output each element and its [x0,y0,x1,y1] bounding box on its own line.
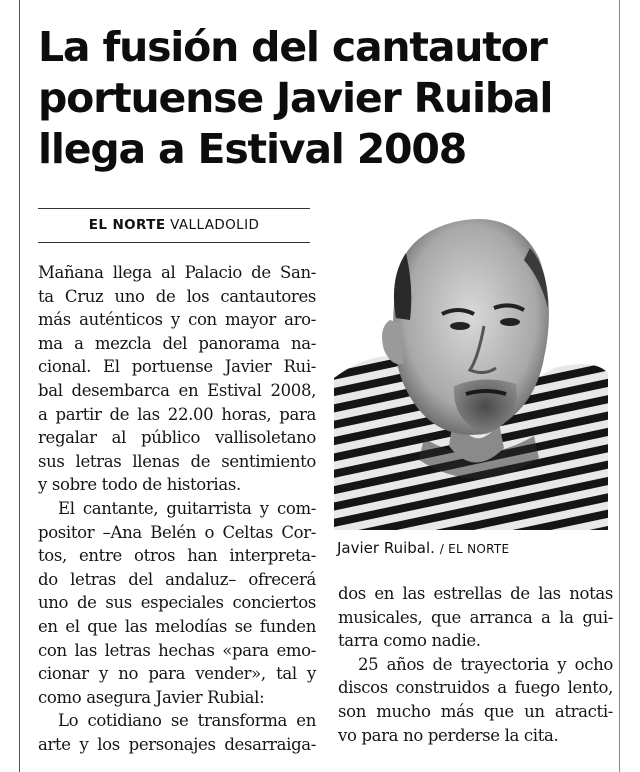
portrait-photo [334,208,608,530]
right-column-rule [619,0,620,772]
text-line: ta Cruz uno de los cantautores [38,286,316,306]
text-line: arte y los personajes desarraiga- [38,734,316,754]
article-headline [38,22,618,175]
text-line: Mañana llega al Palacio de San- [38,263,316,282]
text-line: tos, entre otros han interpreta- [38,546,316,566]
text-line: como asegura Javier Rubial: [38,687,265,707]
text-line: cional. El portuense Javier Rui- [38,357,316,377]
text-line: musicales, que arranca a la gui- [338,607,613,627]
text-line: positor –Ana Belén o Celtas Cor- [38,522,316,542]
text-line: con las letras hechas «para emo- [38,640,316,660]
headline-line: portuense Javier Ruibal [38,74,553,122]
text-line: do letras del andaluz– ofrecerá [38,569,316,589]
photo-caption [337,537,607,560]
left-column-rule [19,0,20,772]
text-line: en el que las melodías se funden [38,616,316,636]
byline [38,208,310,243]
headline-line: La fusión del cantautor [38,23,547,71]
article-column-left [38,261,316,756]
caption-name: Javier Ruibal. [337,539,435,557]
text-line: ma a mezcla del panorama na- [38,333,316,353]
text-line: sus letras llenas de sentimiento [38,451,316,471]
headline-line: llega a Estival 2008 [38,125,467,173]
text-line: son mucho más que un atracti- [338,701,613,721]
byline-location: VALLADOLID [170,217,260,233]
text-line: a partir de las 22.00 horas, para [38,404,316,424]
text-line: más auténticos y con mayor aro- [38,310,316,330]
text-line: dos en las estrellas de las notas [338,584,613,603]
caption-credit: / EL NORTE [439,542,510,556]
portrait-illustration [334,208,608,530]
text-line: uno de sus especiales conciertos [38,593,316,613]
text-line: vo para no perderse la cita. [338,725,559,745]
text-line: El cantante, guitarrista y com- [58,498,316,518]
text-line: regalar al público vallisoletano [38,428,316,448]
article-column-right [338,582,613,747]
text-line: tarra como nadie. [338,631,481,651]
text-line: bal desembarca en Estival 2008, [38,380,316,400]
text-line: y sobre todo de historias. [38,475,241,495]
text-line: 25 años de trayectoria y ocho [358,654,613,674]
byline-source: EL NORTE [88,217,166,233]
text-line: Lo cotidiano se transforma en [58,711,316,731]
text-line: discos construidos a fuego lento, [338,678,613,698]
text-line: cionar y no para vender», tal y [38,664,316,684]
